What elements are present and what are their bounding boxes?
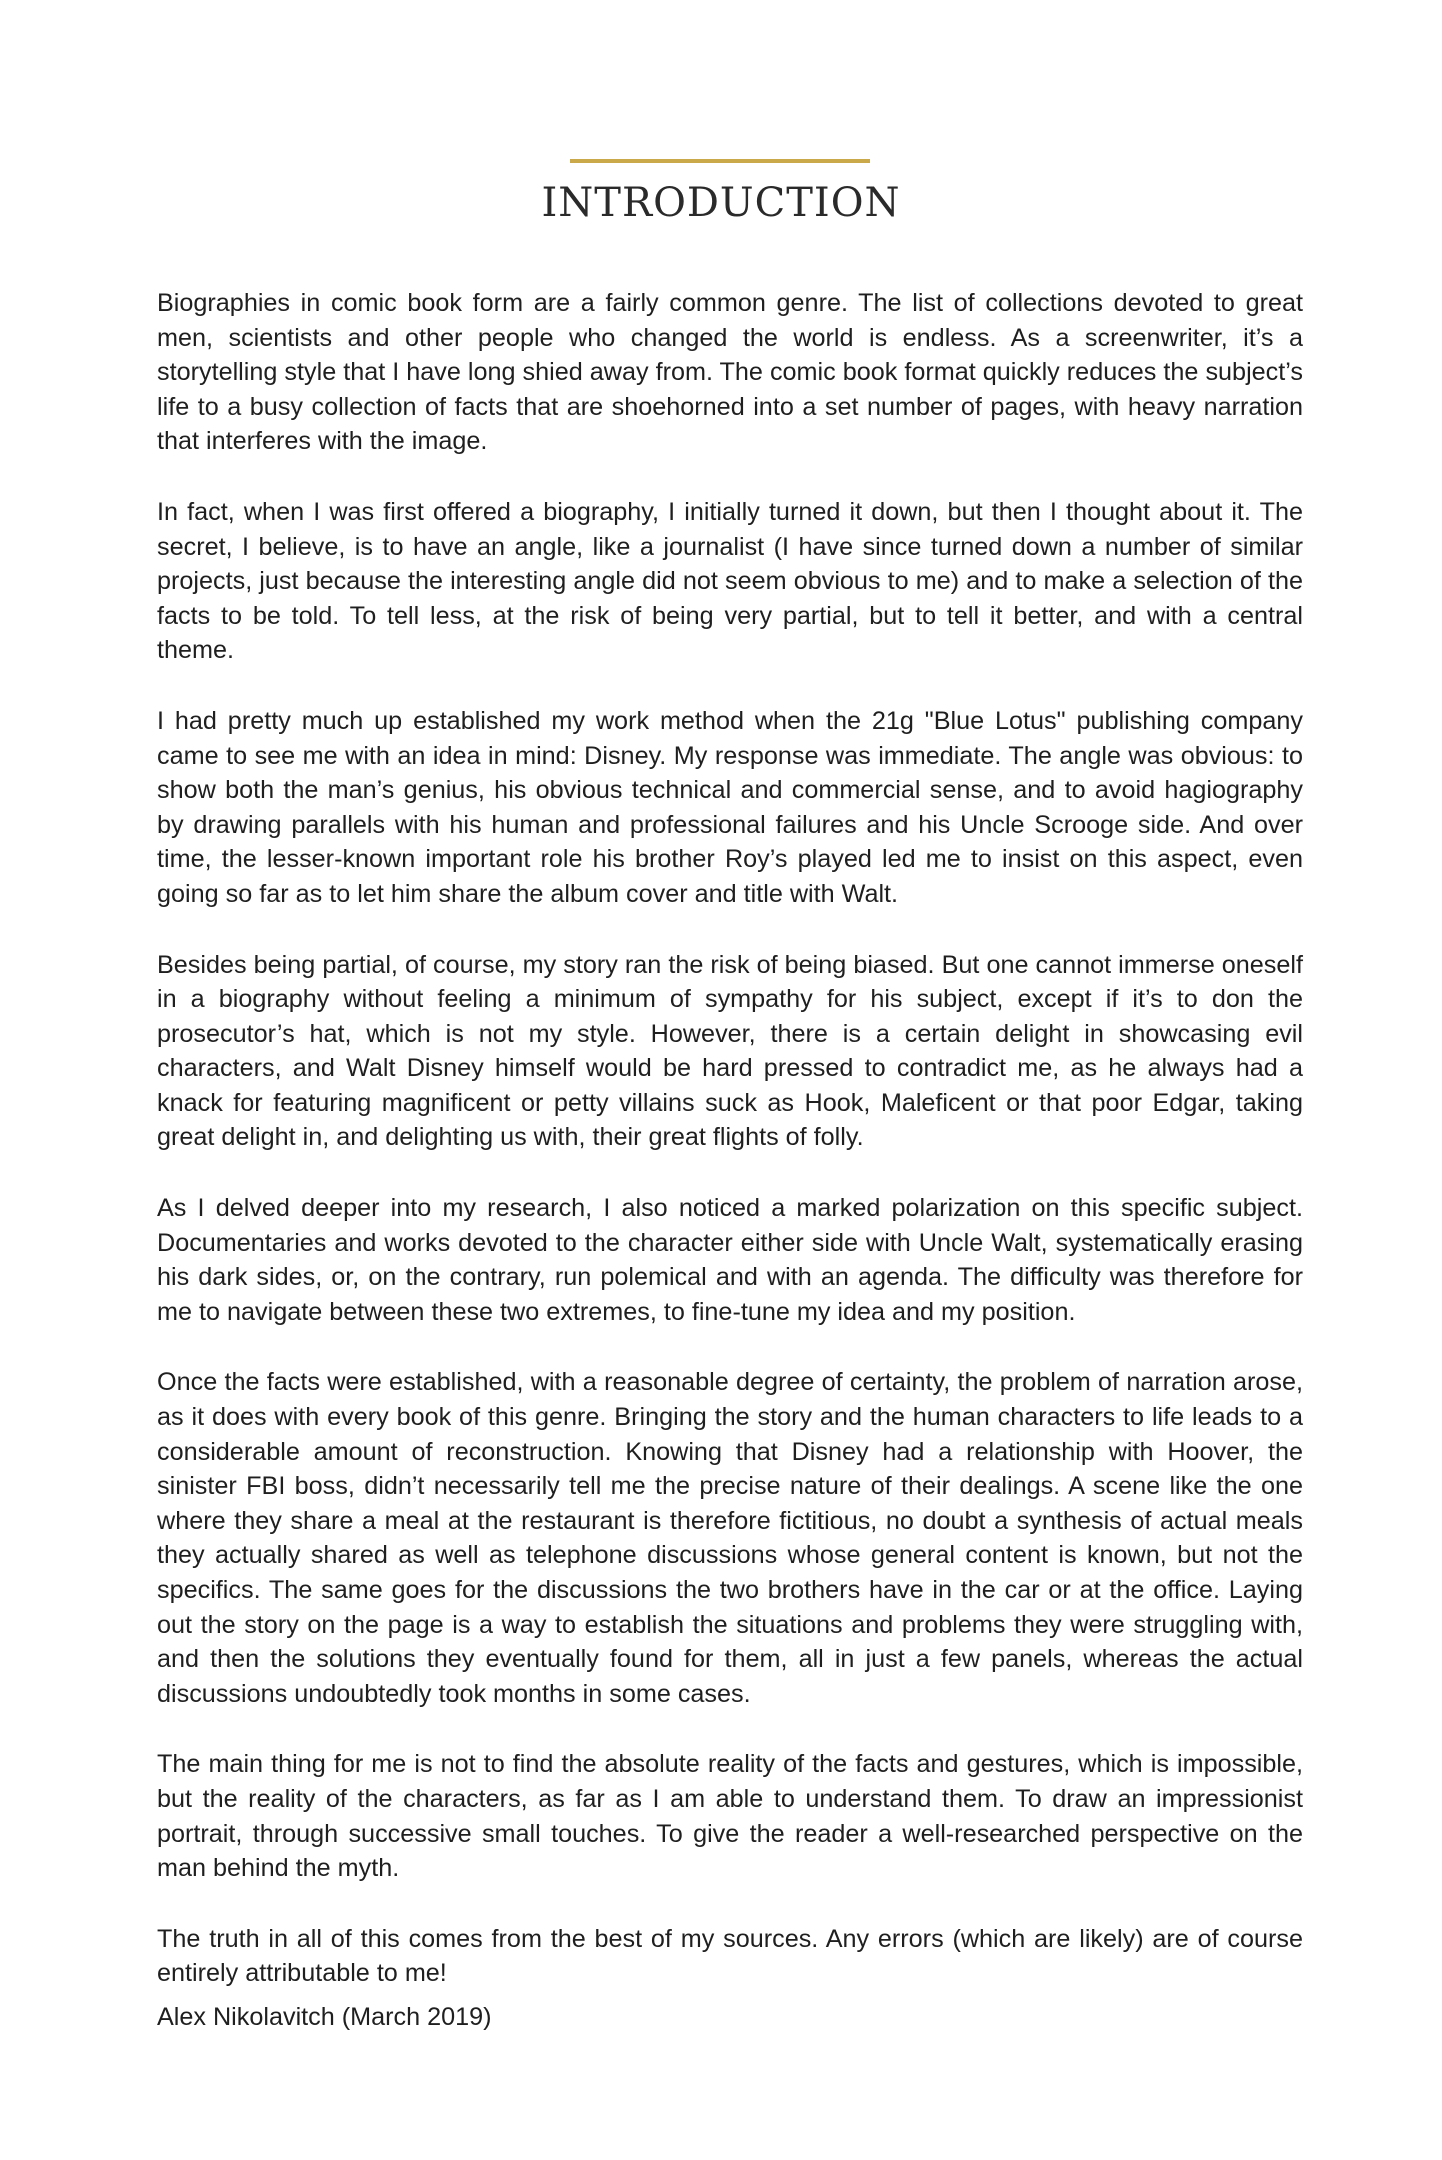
- title-accent-rule: [570, 159, 870, 163]
- paragraph-4: Besides being partial, of course, my story ran the risk of being biased. But one cannot immerse oneself in a biography without feeling a minimum of sympathy for his subject, except if it’s to don the prosecutor’s hat, which is not my style. However, there is a certain delight in showcasing evil characters, and Walt Disney himself would be hard pressed to contradict me, as he always had a knack for featuring magnificent or petty villains suck as Hook, Maleficent or that poor Edgar, taking great delight in, and delighting us with, their great flights of folly.: [157, 950, 1303, 1152]
- paragraph-7: The main thing for me is not to find the absolute reality of the facts and gestures, which is impossible, but the reality of the characters, as far as I am able to understand them. To draw an impressionist portrait, through successive small touches. To give the reader a well-researched perspective on the man behind the myth.: [157, 1750, 1303, 1883]
- paragraph-1: Biographies in comic book form are a fairly common genre. The list of collections devoted to great men, scientists and other people who changed the world is endless. As a screenwriter, it’s a storytelling style that I have long shied away from. The comic book format quickly reduces the subject’s life to a busy collection of facts that are shoehorned into a set number of pages, with heavy narration that interferes with the image.: [157, 289, 1303, 456]
- author-signature: Alex Nikolavitch (March 2019): [157, 2003, 492, 2031]
- introduction-body: [157, 286, 1303, 2027]
- paragraph-3: I had pretty much up established my work method when the 21g "Blue Lotus" publishing company came to see me with an idea in mind: Disney. My response was immediate. The angle was obvious: to show both the man’s genius, his obvious technical and commercial sense, and to avoid hagiography by drawing parallels with his human and professional failures and his Uncle Scrooge side. And over time, the lesser-known important role his brother Roy’s played led me to insist on this aspect, even going so far as to let him share the album cover and title with Walt.: [157, 706, 1303, 908]
- paragraph-6: Once the facts were established, with a reasonable degree of certainty, the problem of narration arose, as it does with every book of this genre. Bringing the story and the human characters to life leads to a considerable amount of reconstruction. Knowing that Disney had a relationship with Hoover, the sinister FBI boss, didn’t necessarily tell me the precise nature of their dealings. A scene like the one where they share a meal at the restaurant is therefore fictitious, no doubt a synthesis of actual meals they actually shared as well as telephone discussions whose general content is known, but not the specifics. The same goes for the discussions the two brothers have in the car or at the office. Laying out the story on the page is a way to establish the situations and problems they were struggling with, and then the solutions they eventually found for them, all in just a few panels, whereas the actual discussions undoubtedly took months in some cases.: [157, 1368, 1303, 1708]
- paragraph-8: The truth in all of this comes from the best of my sources. Any errors (which are likely) are of course entirely attributable to me!: [157, 1924, 1303, 1988]
- paragraph-2: In fact, when I was first offered a biography, I initially turned it down, but then I thought about it. The secret, I believe, is to have an angle, like a journalist (I have since turned down a number of similar projects, just because the interesting angle did not seem obvious to me) and to make a selection of the facts to be told. To tell less, at the risk of being very partial, but to tell it better, and with a central theme.: [157, 497, 1303, 665]
- paragraph-5: As I delved deeper into my research, I also noticed a marked polarization on this specific subject. Documentaries and works devoted to the character either side with Uncle Walt, systematically erasing his dark sides, or, on the contrary, run polemical and with an agenda. The difficulty was therefore for me to navigate between these two extremes, to fine-tune my idea and my position.: [157, 1194, 1303, 1326]
- page-title: INTRODUCTION: [541, 180, 901, 226]
